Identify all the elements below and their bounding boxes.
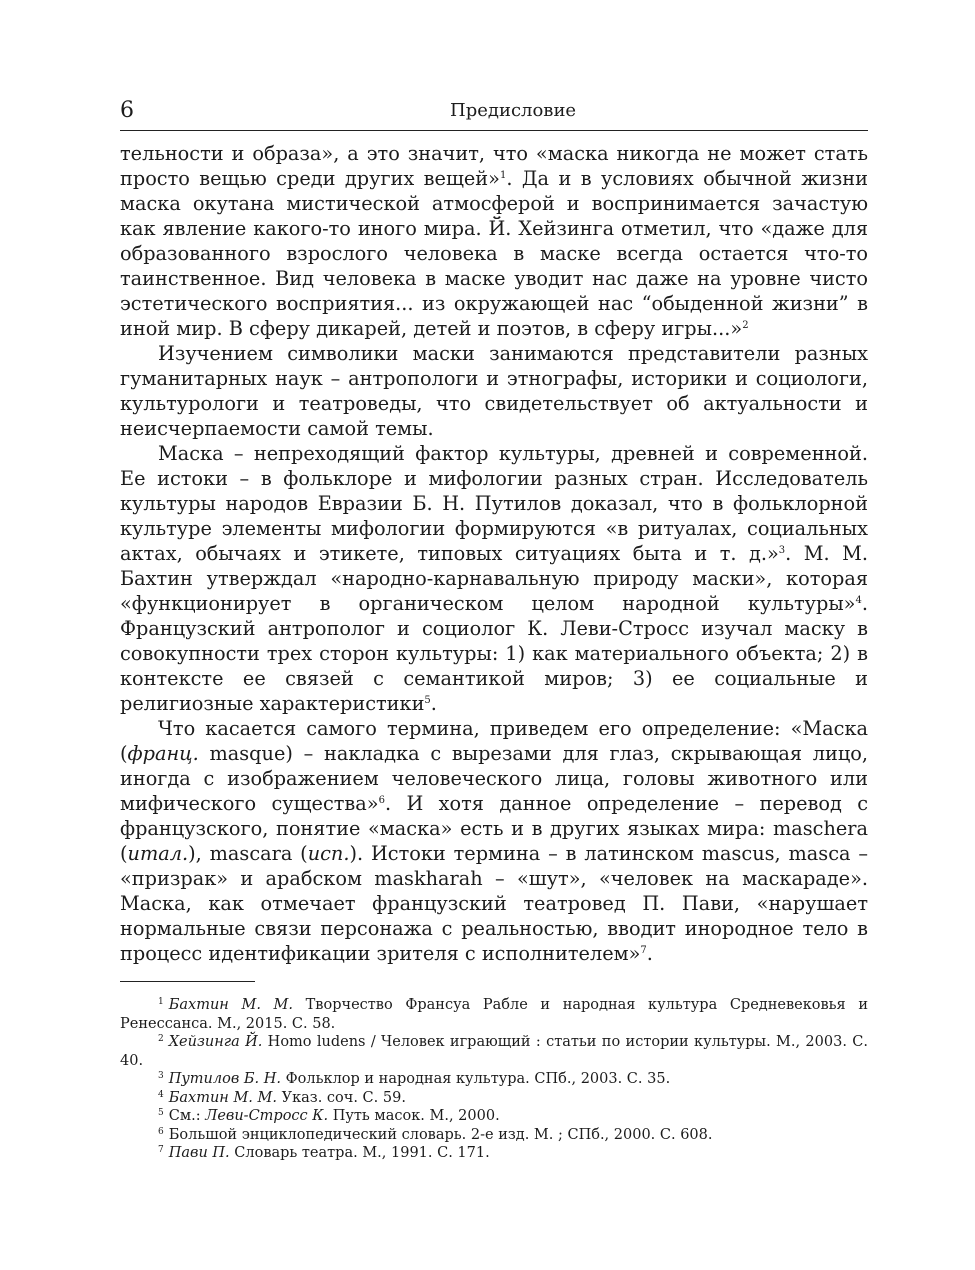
footnote-number: 7 xyxy=(158,1145,164,1155)
footnote-2 xyxy=(120,1033,868,1070)
footnote-number: 4 xyxy=(158,1089,164,1100)
footnote-text: Творчество Франсуа Рабле и народная культура Средневековья и Ренессанса. М., 2015. С. 58. xyxy=(120,997,868,1032)
text-run: . xyxy=(430,692,437,715)
footnote-separator xyxy=(120,981,255,982)
footnote-text: Homo ludens / Человек играющий : статьи по истории культуры. М., 2003. С. 40. xyxy=(120,1034,868,1069)
footnote-ref[interactable]: 2 xyxy=(742,320,749,331)
text-run: . Французский антрополог и социолог К. Леви-Стросс изучал маску в совокупности трех сторон культуры: 1) как материального объекта; 2) в контексте ее связей с семантикой миров; 3) ее социальные и религиозные характеристики xyxy=(120,592,868,715)
text-run: Маска – непреходящий фактор культуры, древней и современной. Ее истоки – в фольклоре и мифологии разных стран. Исследователь культуры народов Евразии Б. Н. Путилов доказал, что в фольклорной культуре элементы мифологии формируются «в ритуалах, социальных актах, обычаях и этикете, типовых ситуациях быта и т. д.» xyxy=(120,442,868,565)
footnote-author: Пави П. xyxy=(168,1145,230,1161)
text-run: . М. М. Бахтин утверждал «народно-карнавальную природу маски», которая «функционирует в органическом целом народной культуры» xyxy=(120,542,868,615)
footnote-number: 1 xyxy=(158,997,164,1007)
footnote-text: Большой энциклопедический словарь. 2-е изд. М. ; СПб., 2000. С. 608. xyxy=(168,1126,713,1143)
footnote-number: 5 xyxy=(158,1108,164,1118)
footnote-3 xyxy=(120,1070,868,1089)
footnote-text: Путь масок. М., 2000. xyxy=(328,1108,500,1124)
footnote-author: Бахтин М. М. xyxy=(168,997,294,1013)
footnote-6 xyxy=(120,1126,868,1145)
footnote-ref[interactable]: 6 xyxy=(378,795,385,806)
main-text xyxy=(120,141,868,966)
text-run: . И хотя данное определение – перевод с французского, понятие «маска» есть и в других языках мира: maschera ( xyxy=(120,792,868,865)
text-run: ), mascara ( xyxy=(188,842,308,865)
text-run: . Да и в условиях обычной жизни маска окутана мистической атмосферой и воспринимается зачастую как явление какого-то иного мира. Й. Хейзинга отметил, что «даже для образованного взрослого человека в маске всегда остается что-то таинственное. Вид человека в маске уводит нас даже на уровне чисто эстетического восприятия... из окружающей нас “обыденной жизни” в иной мир. В сферу дикарей, детей и поэтов, в сферу игры...» xyxy=(120,167,868,340)
footnote-ref[interactable]: 1 xyxy=(499,170,507,181)
paragraph-4 xyxy=(120,716,868,966)
footnote-4 xyxy=(120,1089,868,1108)
footnote-text: Указ. соч. С. 59. xyxy=(276,1089,406,1106)
page-number: 6 xyxy=(120,98,134,123)
text-run: Что касается самого термина, приведем его определение: «Маска ( xyxy=(120,717,868,765)
footnote-text: Фольклор и народная культура. СПб., 2003. С. 35. xyxy=(281,1071,671,1087)
paragraph-3 xyxy=(120,441,868,716)
footnotes xyxy=(120,996,868,1163)
text-run: ). Истоки термина – в латинском mascus, masca – «призрак» и арабском maskharah – «шут», «человек на маскараде». Маска, как отмечает французский театровед П. Пави, «нарушает нормальные связи персонажа с реальностью, вводит инородное тело в процесс идентификации зрителя с исполнителем» xyxy=(120,842,868,965)
footnote-1 xyxy=(120,996,868,1033)
running-title: Предисловие xyxy=(450,100,577,121)
italic-run: итал. xyxy=(127,842,189,865)
footnote-ref[interactable]: 7 xyxy=(640,945,647,956)
paragraph-1 xyxy=(120,141,868,341)
page-header xyxy=(120,96,868,131)
footnote-5 xyxy=(120,1107,868,1126)
footnote-prefix: См.: xyxy=(168,1108,206,1124)
footnote-number: 3 xyxy=(158,1071,164,1081)
footnote-ref[interactable]: 4 xyxy=(855,595,862,606)
footnote-text: Словарь театра. М., 1991. С. 171. xyxy=(229,1145,490,1161)
footnote-author: Путилов Б. Н. xyxy=(168,1071,282,1087)
footnote-ref[interactable]: 3 xyxy=(778,545,786,556)
footnote-number: 2 xyxy=(158,1034,164,1044)
footnote-ref[interactable]: 5 xyxy=(424,695,431,706)
footnote-author: Хейзинга Й. xyxy=(168,1034,263,1050)
footnote-number: 6 xyxy=(158,1126,164,1137)
text-run: . xyxy=(646,942,653,965)
text-run: masque) – накладка с вырезами для глаз, скрывающая лицо, иногда с изображением человеческого лица, головы животного или мифического существа» xyxy=(120,742,868,815)
paragraph-2: Изучением символики маски занимаются представители разных гуманитарных наук – антропологи и этнографы, историки и социологи, культурологи и театроведы, что свидетельствует об актуальности и неисчерпаемости самой темы. xyxy=(120,342,868,440)
footnote-7 xyxy=(120,1144,868,1163)
footnote-author: Леви-Стросс К. xyxy=(205,1108,329,1124)
italic-run: франц. xyxy=(127,742,199,765)
text-run: тельности и образа», а это значит, что «маска никогда не может стать просто вещью среди других вещей» xyxy=(120,142,868,190)
italic-run: исп. xyxy=(307,842,350,865)
footnote-author: Бахтин М. М. xyxy=(168,1089,277,1106)
